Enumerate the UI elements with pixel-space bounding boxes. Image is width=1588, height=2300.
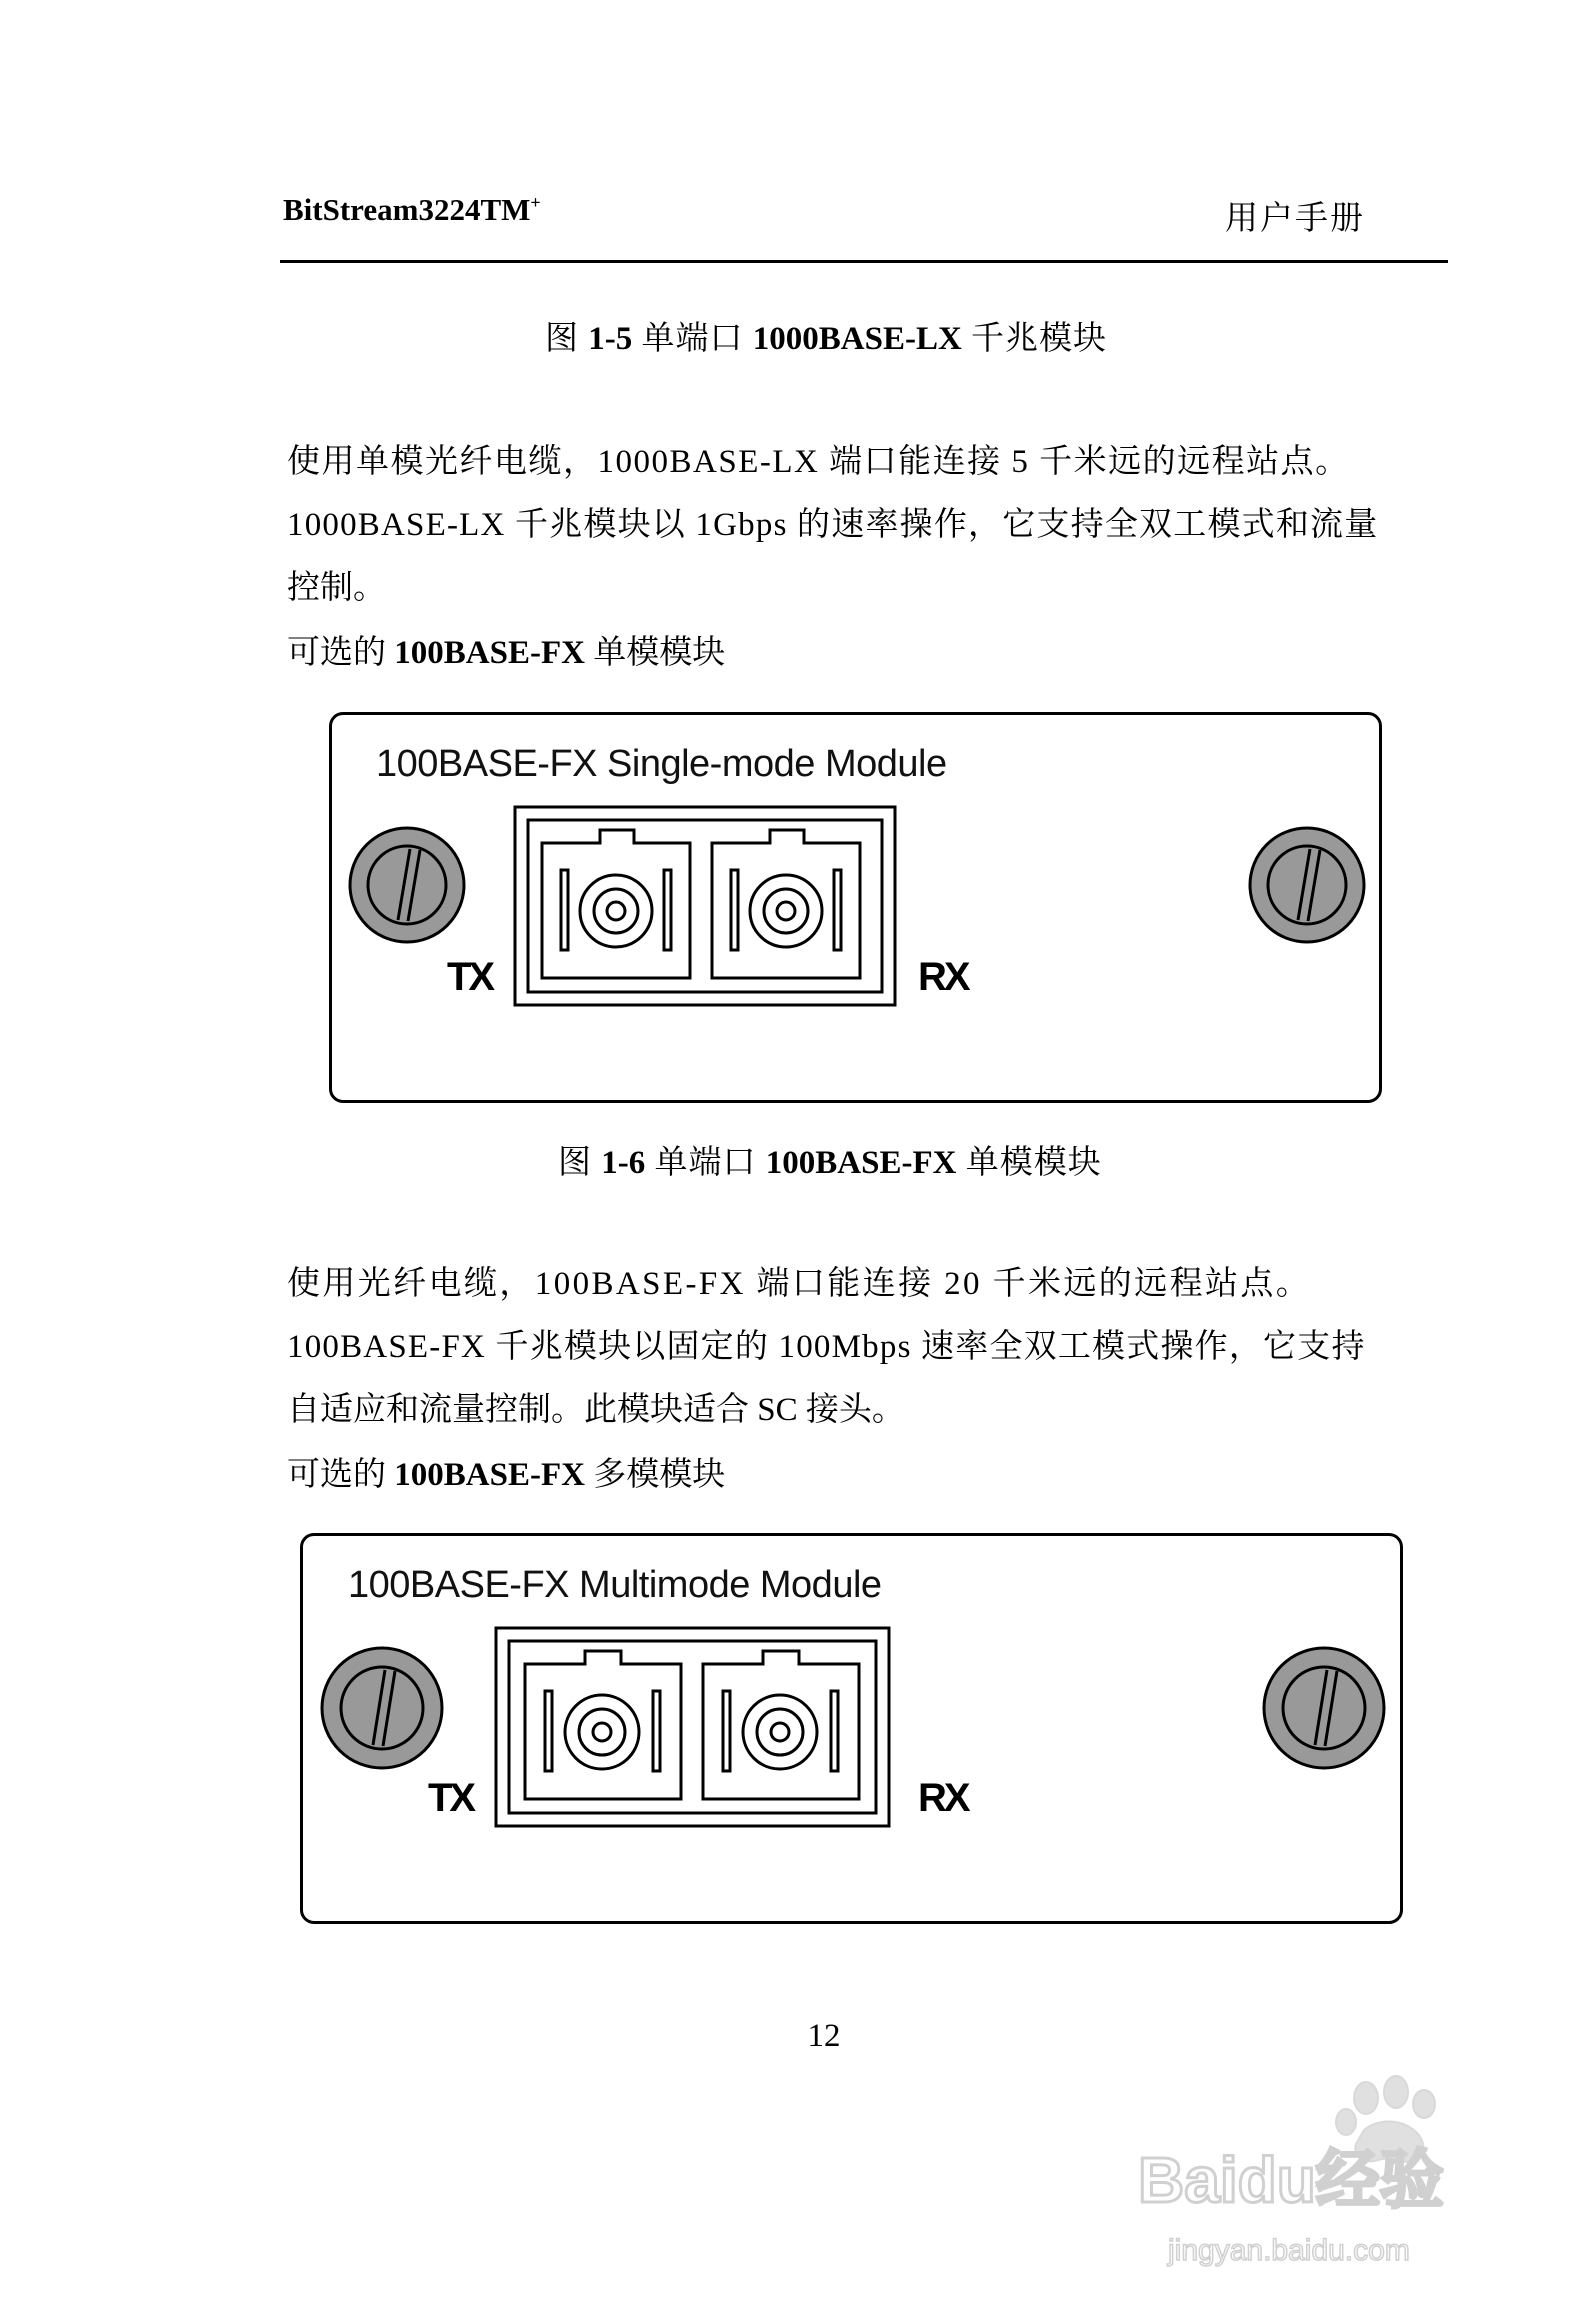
screw-right-icon (1264, 1648, 1384, 1768)
figure-caption-1-5 (545, 312, 1107, 359)
screw-right-icon (1250, 828, 1364, 942)
section-heading-multimode (287, 1448, 725, 1495)
watermark-url: jingyan.baidu.com (1168, 2234, 1410, 2267)
module-panel-single-mode (329, 712, 1382, 1103)
page-number: 12 (807, 2018, 841, 2054)
module-illustration (332, 715, 1379, 1100)
caption-number: 1-6 (601, 1145, 646, 1181)
caption-mid: 单端口 (645, 1145, 766, 1181)
sc-connector-block-icon (515, 807, 895, 1005)
baidu-paw-logo-icon (1128, 2070, 1488, 2280)
paragraph-100base-fx (287, 1253, 1447, 1442)
caption-suffix: 单模模块 (956, 1145, 1102, 1181)
product-superscript: + (530, 192, 541, 213)
header-product (283, 192, 541, 228)
figure-caption-1-6 (558, 1136, 1102, 1183)
paragraph-line: 100BASE-FX 千兆模块以固定的 100Mbps 速率全双工模式操作，它支持 (287, 1329, 1366, 1365)
tx-label: TX (428, 1776, 474, 1820)
tx-label: TX (447, 955, 493, 999)
product-name: BitStream3224TM (283, 192, 531, 227)
caption-prefix: 图 (545, 321, 589, 357)
section-model: 100BASE-FX (394, 635, 585, 671)
caption-suffix: 千兆模块 (961, 321, 1108, 357)
module-title: 100BASE-FX Multimode Module (348, 1564, 882, 1606)
module-panel-multimode (300, 1533, 1403, 1924)
paragraph-line: 自适应和流量控制。此模块适合 SC 接头。 (287, 1392, 905, 1428)
section-prefix: 可选的 (287, 1457, 395, 1493)
paragraph-line: 使用光纤电缆，100BASE-FX 端口能连接 20 千米远的远程站点。 (287, 1266, 1312, 1302)
section-heading-single-mode (287, 626, 725, 673)
paragraph-line: 1000BASE-LX 千兆模块以 1Gbps 的速率操作，它支持全双工模式和流量 (287, 507, 1379, 543)
section-suffix: 单模模块 (584, 635, 726, 671)
caption-model: 100BASE-FX (765, 1145, 957, 1181)
watermark-brand: Baidu经验 (1138, 2144, 1444, 2216)
paragraph-1000base-lx (287, 431, 1447, 620)
section-prefix: 可选的 (287, 635, 395, 671)
header-rule (280, 260, 1448, 263)
header-manual-title: 用户手册 (1225, 201, 1365, 237)
paragraph-line: 使用单模光纤电缆，1000BASE-LX 端口能连接 5 千米远的远程站点。 (287, 444, 1350, 480)
screw-left-icon (350, 828, 464, 942)
section-model: 100BASE-FX (394, 1457, 585, 1493)
caption-model: 1000BASE-LX (752, 321, 962, 357)
paragraph-line: 控制。 (287, 570, 386, 606)
caption-mid: 单端口 (632, 321, 753, 357)
baidu-watermark (1128, 2070, 1488, 2280)
section-suffix: 多模模块 (584, 1457, 726, 1493)
module-title: 100BASE-FX Single-mode Module (376, 743, 947, 785)
caption-number: 1-5 (588, 321, 633, 357)
rx-label: RX (918, 1776, 968, 1820)
caption-prefix: 图 (558, 1145, 602, 1181)
module-illustration (303, 1536, 1400, 1921)
sc-connector-block-icon (496, 1628, 889, 1826)
rx-label: RX (918, 955, 968, 999)
screw-left-icon (322, 1648, 442, 1768)
